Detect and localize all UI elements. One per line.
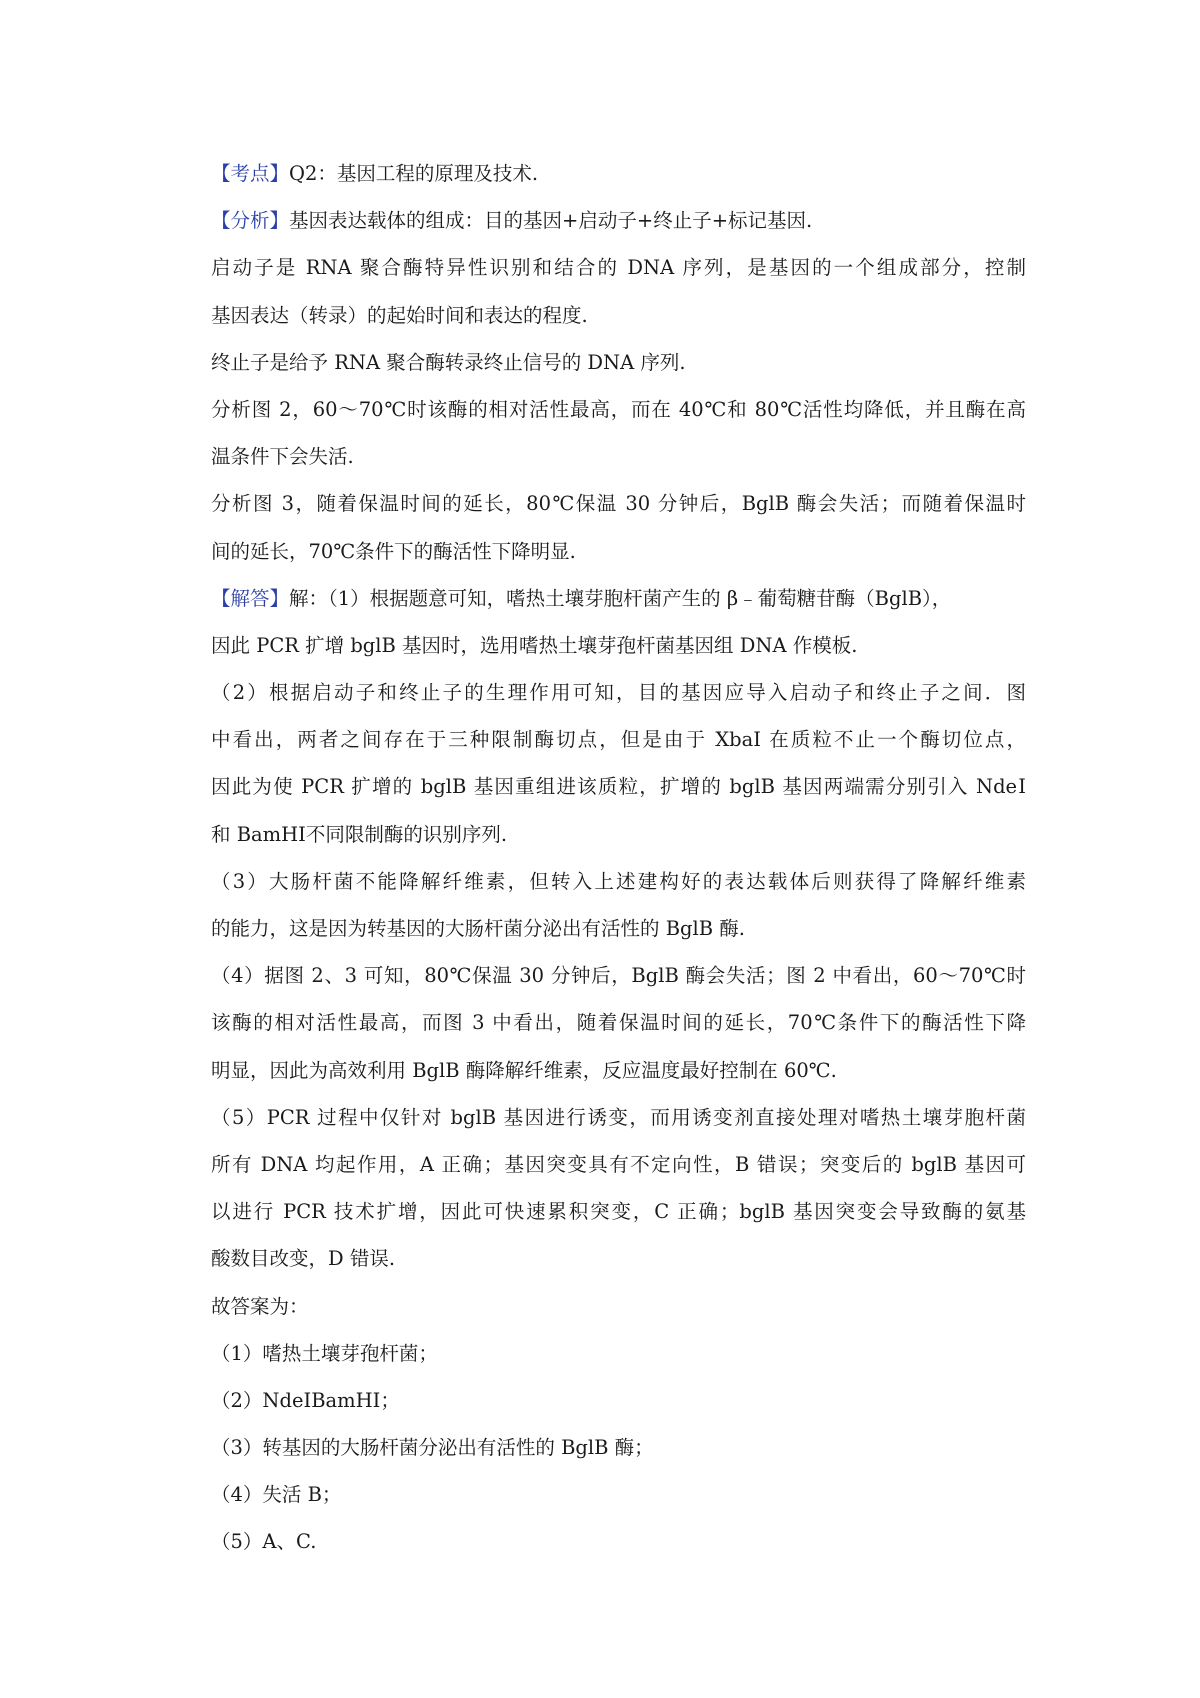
jieda-paragraph-line: （4）据图 2、3 可知，80℃保温 30 分钟后，BglB 酶会失活；图 2 中看出，60～70℃时 (211, 964, 1026, 988)
jieda-first-text: 解：（1）根据题意可知，嗜热土壤芽胞杆菌产生的 β﹣葡萄糖苷酶（BglB）， (289, 586, 952, 610)
jieda-paragraph-line: 和 BamHⅠ不同限制酶的识别序列. (211, 822, 508, 846)
kaodian-text: Q2：基因工程的原理及技术. (289, 162, 539, 185)
jieda-paragraph-line: 中看出，两者之间存在于三种限制酶切点，但是由于 XbaI 在质粒不止一个酶切位点， (211, 728, 1026, 752)
fenxi-paragraph-line: 终止子是给予 RNA 聚合酶转录终止信号的 DNA 序列. (211, 350, 686, 374)
answer-item: （3）转基因的大肠杆菌分泌出有活性的 BglB 酶； (211, 1436, 654, 1460)
answer-item: （5）A、C. (211, 1530, 317, 1554)
jieda-line (211, 575, 1026, 622)
answer-explanation (211, 150, 1026, 1566)
answer-heading: 故答案为： (211, 1294, 309, 1318)
jieda-paragraph-line: 该酶的相对活性最高，而图 3 中看出，随着保温时间的延长，70℃条件下的酶活性下降 (211, 1011, 1026, 1035)
jieda-paragraph-line: （2）根据启动子和终止子的生理作用可知，目的基因应导入启动子和终止子之间．图 (211, 681, 1026, 705)
kaodian-tag: 【考点】 (211, 162, 290, 185)
jieda-paragraph-line: 因此 PCR 扩增 bglB 基因时，选用嗜热土壤芽孢杆菌基因组 DNA 作模板. (211, 633, 858, 657)
jieda-paragraph-line: 酸数目改变，D 错误. (211, 1247, 396, 1271)
jieda-paragraph-line: 所有 DNA 均起作用，A 正确；基因突变具有不定向性，B 错误；突变后的 bglB 基因可 (211, 1152, 1026, 1176)
answer-item: （4）失活 B； (211, 1483, 342, 1507)
jieda-paragraph-line: （3）大肠杆菌不能降解纤维素，但转入上述建构好的表达载体后则获得了降解纤维素 (211, 869, 1026, 893)
jieda-paragraph-line: 以进行 PCR 技术扩增，因此可快速累积突变，C 正确；bglB 基因突变会导致酶的氨基 (211, 1200, 1026, 1224)
fenxi-paragraph-line: 间的延长，70℃条件下的酶活性下降明显. (211, 539, 576, 563)
fenxi-line (211, 197, 1026, 244)
fenxi-paragraph-line: 分析图 3，随着保温时间的延长，80℃保温 30 分钟后，BglB 酶会失活；而随着保温时 (211, 492, 1026, 516)
fenxi-paragraph-line: 启动子是 RNA 聚合酶特异性识别和结合的 DNA 序列，是基因的一个组成部分，控制 (211, 256, 1026, 280)
fenxi-paragraph-line: 基因表达（转录）的起始时间和表达的程度. (211, 303, 588, 327)
jieda-paragraph-line: 明显，因此为高效利用 BglB 酶降解纤维素，反应温度最好控制在 60℃. (211, 1058, 837, 1082)
answer-item: （1）嗜热土壤芽孢杆菌； (211, 1341, 438, 1365)
jieda-paragraph-line: 的能力，这是因为转基因的大肠杆菌分泌出有活性的 BglB 酶. (211, 917, 745, 940)
fenxi-paragraph-line: 分析图 2，60～70℃时该酶的相对活性最高，而在 40℃和 80℃活性均降低，并且酶在高 (211, 397, 1026, 421)
kaodian-line (211, 150, 1026, 197)
jieda-paragraph-line: 因此为使 PCR 扩增的 bglB 基因重组进该质粒，扩增的 bglB 基因两端需分别引入 NdeⅠ (211, 775, 1026, 799)
fenxi-paragraph-line: 温条件下会失活. (211, 445, 354, 469)
jieda-paragraph-line: （5）PCR 过程中仅针对 bglB 基因进行诱变，而用诱变剂直接处理对嗜热土壤芽胞杆菌 (211, 1105, 1026, 1129)
fenxi-text: 基因表达载体的组成：目的基因+启动子+终止子+标记基因. (289, 209, 813, 233)
jieda-tag: 【解答】 (211, 586, 290, 610)
answer-item: （2）NdeⅠBamHⅠ； (211, 1388, 400, 1412)
fenxi-tag: 【分析】 (211, 209, 290, 233)
